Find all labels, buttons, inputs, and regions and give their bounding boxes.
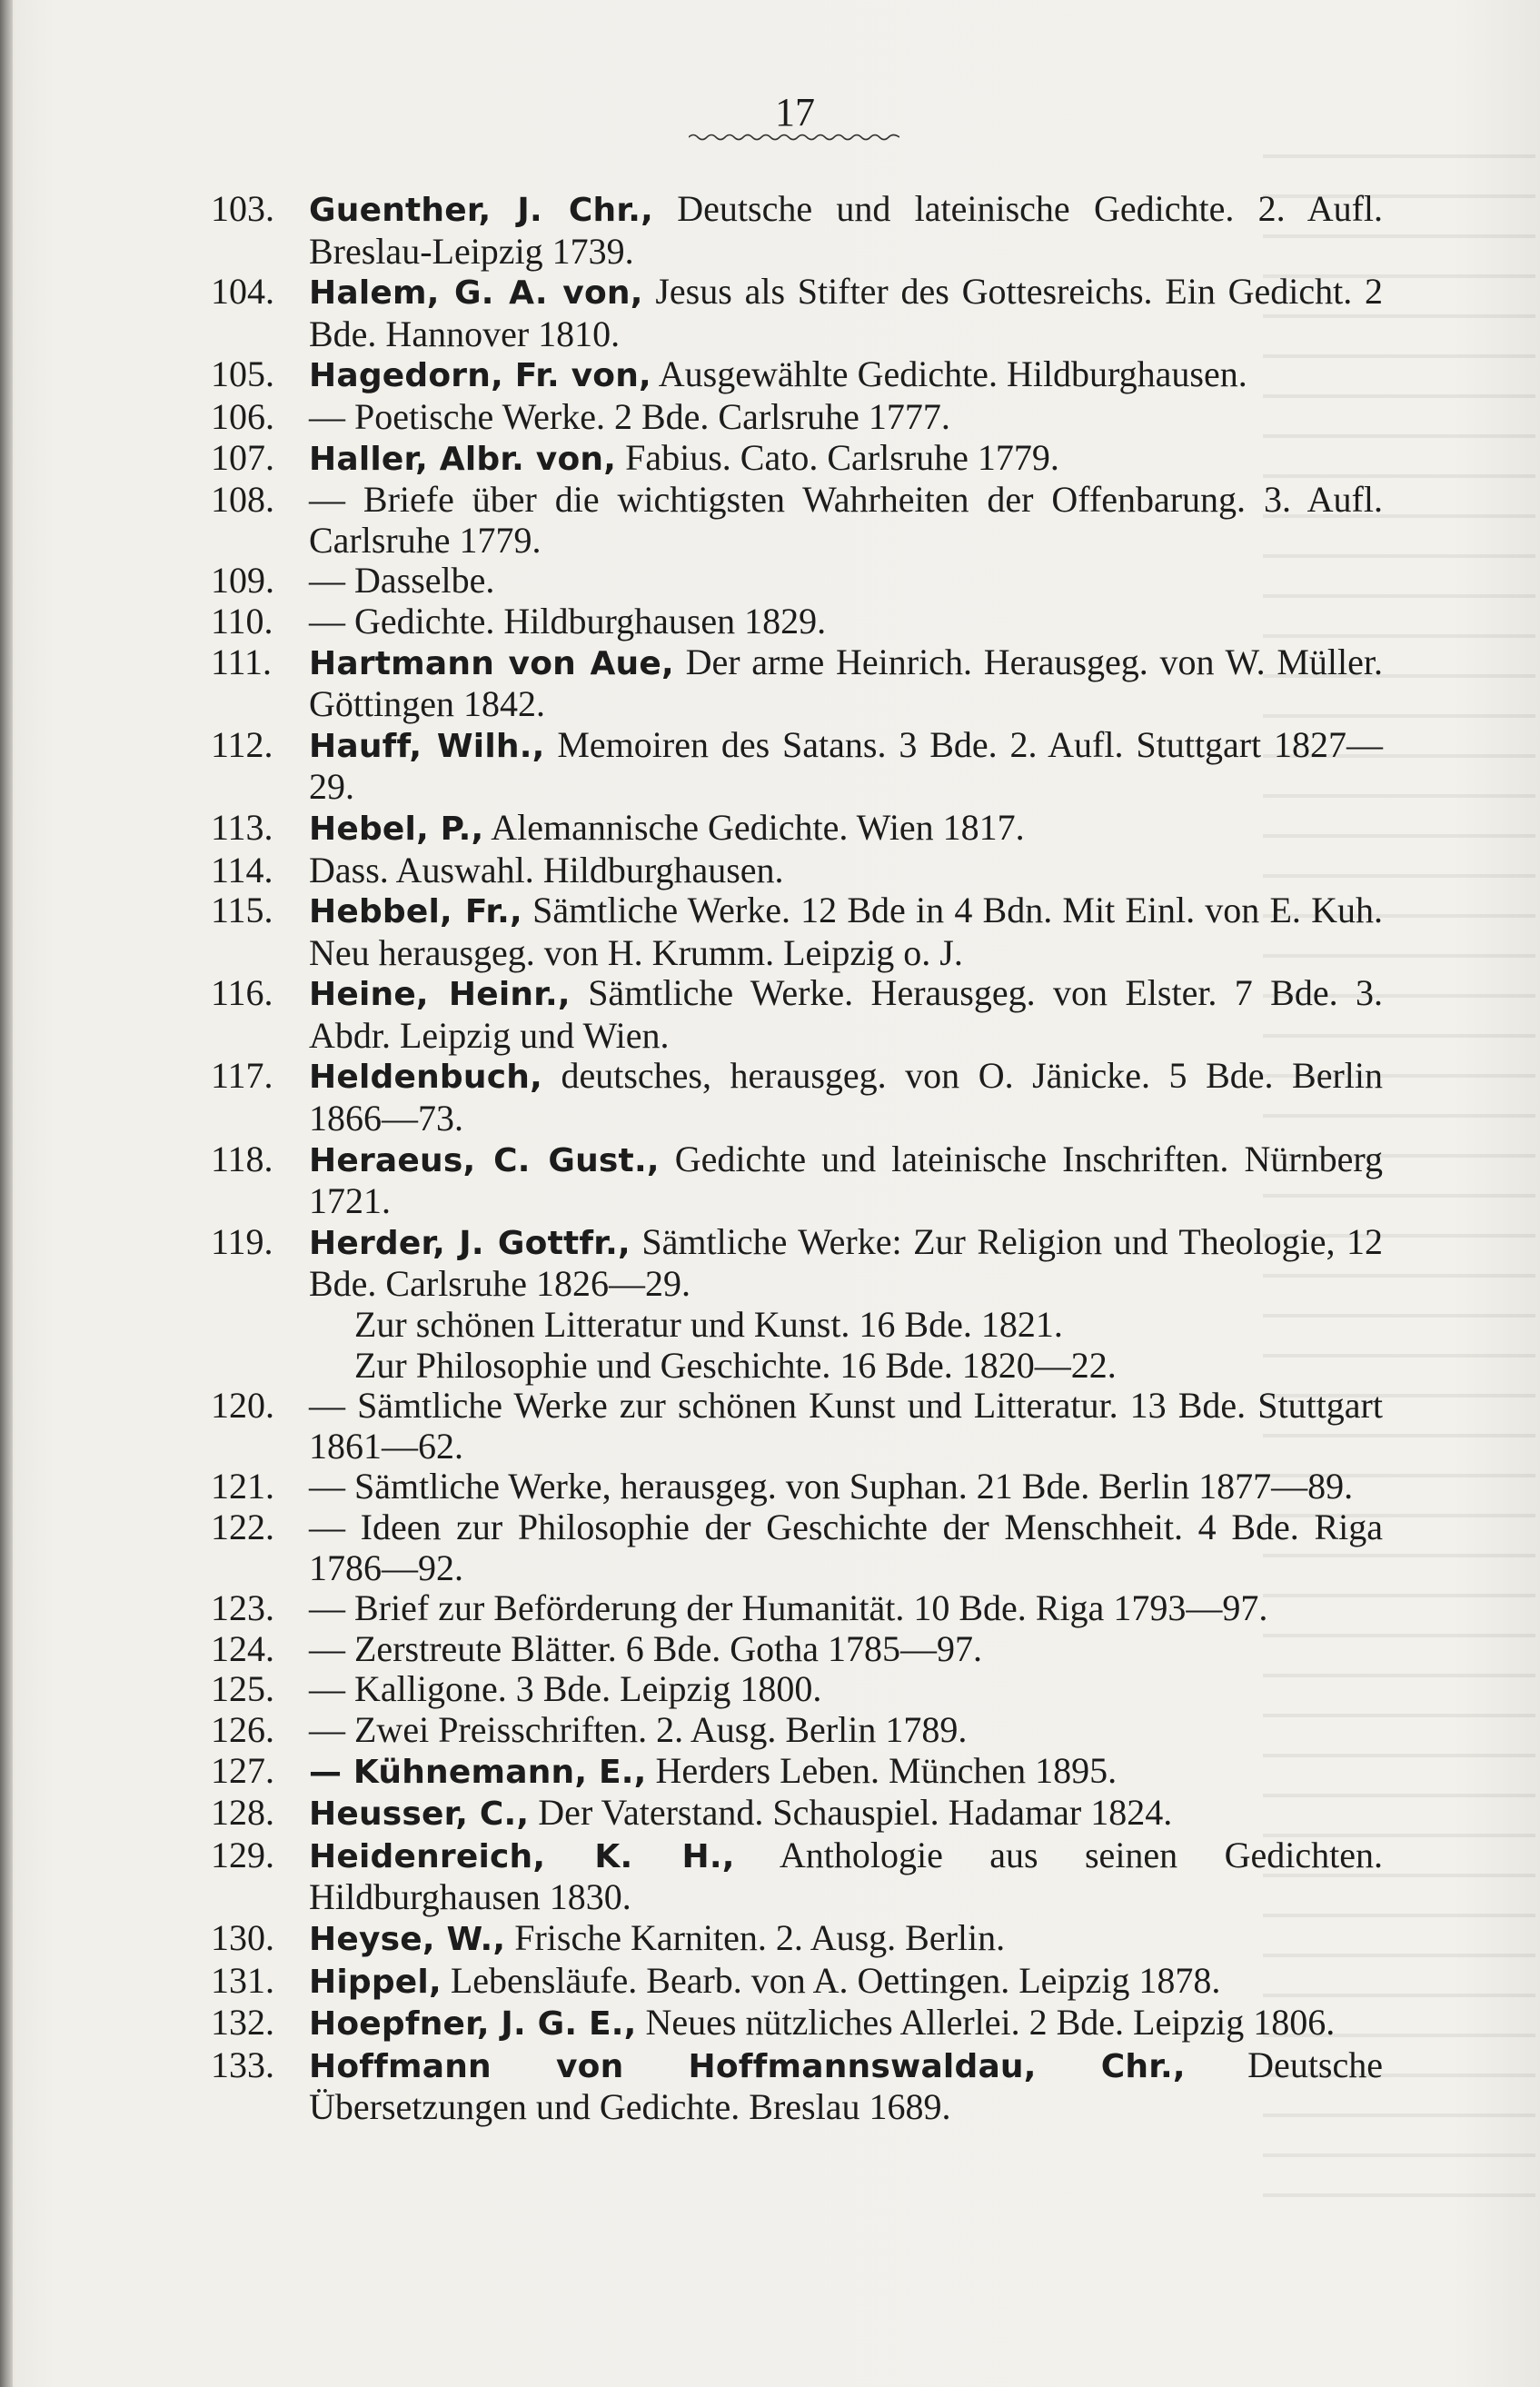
entry-number: 109. — [211, 560, 274, 602]
entry-title: Sämtliche Werke. Herausgeg. von Elster. 7 Bde. 3. Abdr. Leipzig und Wien. — [309, 972, 1383, 1056]
entry-text — [309, 1918, 1383, 1961]
entry-title: — Ideen zur Philosophie der Geschichte der Menschheit. 4 Bde. Riga 1786—92. — [309, 1507, 1383, 1588]
catalog-entry — [211, 1507, 1383, 1588]
entry-title: Fabius. Cato. Carlsruhe 1779. — [625, 436, 1059, 478]
entry-title: Anthologie aus seinen Gedichten. Hildburghausen 1830. — [309, 1834, 1383, 1918]
entry-text — [309, 1386, 1383, 1467]
entry-number: 103. — [211, 188, 274, 229]
catalog-entry — [211, 2003, 1383, 2045]
catalog-entry — [211, 480, 1383, 561]
entry-author: Halem, G. A. von, — [309, 274, 643, 313]
entry-number: 126. — [211, 1708, 274, 1750]
catalog-entry — [211, 642, 1383, 725]
entry-number: 106. — [211, 395, 274, 437]
entry-author: Hippel, — [309, 1963, 442, 2001]
entry-title: — Sämtliche Werke zur schönen Kunst und Litteratur. 13 Bde. Stuttgart 1861—62. — [309, 1385, 1383, 1467]
entry-text — [309, 1629, 1383, 1670]
entry-number: 105. — [211, 353, 274, 395]
entry-number: 122. — [211, 1507, 274, 1547]
entry-title: — Sämtliche Werke, herausgeg. von Suphan. 21 Bde. Berlin 1877—89. — [309, 1466, 1354, 1507]
entry-number: 119. — [211, 1220, 273, 1262]
entry-text — [309, 480, 1383, 561]
entry-title: Alemannische Gedichte. Wien 1817. — [491, 806, 1025, 848]
entry-title: Der arme Heinrich. Herausgeg. von W. Müller. Göttingen 1842. — [309, 641, 1384, 725]
entry-sub-line: Zur Philosophie und Geschichte. 16 Bde. 1820—22. — [354, 1344, 1117, 1386]
entry-title: deutsches, herausgeg. von O. Jänicke. 5 Bde. Berlin 1866—73. — [309, 1055, 1384, 1139]
entry-title: Dass. Auswahl. Hildburghausen. — [309, 849, 784, 890]
entry-author: Guenther, J. Chr., — [309, 192, 653, 229]
catalog-entry — [211, 602, 1383, 642]
catalog-entry — [211, 725, 1383, 808]
entry-title: Ausgewählte Gedichte. Hildburghausen. — [658, 353, 1247, 395]
entry-title: — Gedichte. Hildburghausen 1829. — [309, 600, 827, 642]
catalog-entry — [211, 1961, 1383, 2004]
entry-text — [309, 890, 1383, 973]
entry-text — [309, 642, 1383, 725]
catalog-entry — [211, 1056, 1383, 1139]
entry-author: Hebel, P., — [309, 810, 484, 848]
entry-author: — Kühnemann, E., — [309, 1753, 647, 1791]
catalog-entry — [211, 2045, 1383, 2128]
entry-text — [309, 725, 1383, 808]
entry-text — [309, 1222, 1383, 1386]
entry-title: — Poetische Werke. 2 Bde. Carlsruhe 1777. — [309, 395, 950, 437]
entry-title: Lebensläufe. Bearb. von A. Oettingen. Leipzig 1878. — [450, 1959, 1221, 2001]
entry-author: Heldenbuch, — [309, 1059, 542, 1097]
entry-number: 133. — [211, 2044, 274, 2085]
entry-text — [309, 2045, 1383, 2128]
entry-number: 112. — [211, 723, 273, 765]
entry-number: 108. — [211, 479, 274, 521]
entry-title: Frische Karniten. 2. Ausg. Berlin. — [514, 1916, 1006, 1958]
entry-text — [309, 1139, 1383, 1222]
catalog-entry — [211, 1629, 1383, 1670]
entry-title: Deutsche und lateinische Gedichte. 2. Aufl. Breslau-Leipzig 1739. — [309, 188, 1384, 272]
catalog-entry — [211, 1588, 1383, 1629]
entry-title: Der Vaterstand. Schauspiel. Hadamar 1824. — [538, 1792, 1173, 1834]
catalog-entry — [211, 1751, 1383, 1794]
entry-title: — Briefe über die wichtigsten Wahrheiten der Offenbarung. 3. Aufl. Carlsruhe 1779. — [309, 479, 1383, 561]
entry-text — [309, 1669, 1383, 1710]
entry-number: 125. — [211, 1668, 274, 1710]
page-number: 17 — [775, 90, 815, 134]
entry-text — [309, 438, 1383, 481]
entry-title: — Kalligone. 3 Bde. Leipzig 1800. — [309, 1668, 822, 1710]
entry-text — [309, 1751, 1383, 1794]
entry-text — [309, 189, 1383, 272]
entry-text — [309, 1961, 1383, 2004]
catalog-entry — [211, 808, 1383, 850]
entry-number: 114. — [211, 849, 273, 890]
catalog-entry — [211, 354, 1383, 397]
entry-title: Gedichte und lateinische Inschriften. Nürnberg 1721. — [309, 1138, 1384, 1222]
entry-number: 111. — [211, 641, 273, 682]
entry-number: 123. — [211, 1587, 274, 1629]
entry-text — [309, 1467, 1383, 1507]
entry-number: 104. — [211, 271, 274, 313]
entry-number: 116. — [211, 972, 273, 1014]
catalog-entry — [211, 561, 1383, 602]
entry-number: 117. — [211, 1055, 273, 1097]
entry-author: Hartmann von Aue, — [309, 644, 674, 682]
entry-sub-line: Zur schönen Litteratur und Kunst. 16 Bde. 1821. — [354, 1304, 1063, 1346]
catalog-entry — [211, 850, 1383, 891]
catalog-entry — [211, 397, 1383, 438]
catalog-entry — [211, 1835, 1383, 1918]
entry-text — [309, 1507, 1383, 1588]
entry-text — [309, 354, 1383, 397]
entry-author: Hoepfner, J. G. E., — [309, 2005, 637, 2044]
catalog-entry — [211, 1139, 1383, 1222]
entry-number: 110. — [211, 600, 273, 642]
entry-author: Heidenreich, K. H., — [309, 1837, 735, 1875]
entry-number: 124. — [211, 1627, 274, 1669]
catalog-entry — [211, 1918, 1383, 1961]
entry-text — [309, 272, 1383, 354]
entry-author: Hebbel, Fr., — [309, 893, 522, 931]
catalog-entry — [211, 438, 1383, 481]
entry-author: Heyse, W., — [309, 1920, 506, 1958]
entry-author: Heine, Heinr., — [309, 976, 571, 1014]
entry-number: 118. — [211, 1138, 273, 1179]
ornament-rule — [689, 133, 899, 142]
entry-text — [309, 1588, 1383, 1629]
entry-number: 127. — [211, 1749, 274, 1791]
catalog-entry — [211, 1793, 1383, 1835]
entry-title: — Brief zur Beförderung der Humanität. 10 Bde. Riga 1793—97. — [309, 1587, 1268, 1629]
entry-text — [309, 1056, 1383, 1139]
entry-number: 115. — [211, 890, 273, 931]
entry-title: Herders Leben. München 1895. — [655, 1749, 1118, 1791]
catalog-entry — [211, 1222, 1383, 1386]
entry-author: Herder, J. Gottfr., — [309, 1224, 631, 1262]
entry-number: 132. — [211, 2002, 274, 2044]
entry-text — [309, 1710, 1383, 1751]
entry-author: Hauff, Wilh., — [309, 727, 545, 765]
entry-text — [309, 973, 1383, 1056]
entry-number: 121. — [211, 1466, 274, 1507]
entry-author: Hagedorn, Fr. von, — [309, 357, 651, 395]
catalog-entry — [211, 272, 1383, 354]
entry-title: — Dasselbe. — [309, 560, 495, 602]
entry-number: 128. — [211, 1792, 274, 1834]
entry-title: Jesus als Stifter des Gottesreichs. Ein Gedicht. 2 Bde. Hannover 1810. — [309, 271, 1383, 354]
entry-title: Memoiren des Satans. 3 Bde. 2. Aufl. Stuttgart 1827—29. — [309, 723, 1384, 808]
catalog-entry — [211, 189, 1383, 272]
entry-number: 130. — [211, 1916, 274, 1958]
catalog-entry — [211, 973, 1383, 1056]
entry-number: 131. — [211, 1959, 274, 2001]
entry-author: Heraeus, C. Gust., — [309, 1141, 660, 1179]
entry-title: — Zwei Preisschriften. 2. Ausg. Berlin 1789. — [309, 1708, 968, 1750]
entry-text — [309, 1793, 1383, 1835]
catalog-entry — [211, 1467, 1383, 1507]
entry-number: 113. — [211, 806, 273, 848]
catalog-entry — [211, 890, 1383, 973]
entry-author: Heusser, C., — [309, 1795, 530, 1834]
page-binding-edge — [0, 0, 13, 2387]
entry-title: Sämtliche Werke. 12 Bde in 4 Bdn. Mit Einl. von E. Kuh. Neu herausgeg. von H. Krumm. Leipzig o. J. — [309, 890, 1384, 973]
entry-title: Neues nützliches Allerlei. 2 Bde. Leipzig 1806. — [645, 2002, 1336, 2044]
catalog-entries — [211, 189, 1383, 2128]
entry-text — [309, 561, 1383, 602]
entry-number: 129. — [211, 1834, 274, 1875]
entry-title: Deutsche Übersetzungen und Gedichte. Breslau 1689. — [309, 2044, 1383, 2128]
entry-number: 120. — [211, 1385, 274, 1427]
entry-number: 107. — [211, 436, 274, 478]
entry-text — [309, 602, 1383, 642]
catalog-entry — [211, 1669, 1383, 1710]
entry-text — [309, 850, 1383, 891]
entry-text — [309, 2003, 1383, 2045]
catalog-entry — [211, 1710, 1383, 1751]
entry-author: Hoffmann von Hoffmannswaldau, Chr., — [309, 2047, 1186, 2085]
entry-author: Haller, Albr. von, — [309, 440, 617, 478]
entry-title: — Zerstreute Blätter. 6 Bde. Gotha 1785—97. — [309, 1627, 982, 1669]
entry-text — [309, 1835, 1383, 1918]
entry-text — [309, 808, 1383, 850]
entry-title: Sämtliche Werke: Zur Religion und Theologie, 12 Bde. Carlsruhe 1826—29. — [309, 1220, 1384, 1305]
catalog-entry — [211, 1386, 1383, 1467]
entry-text — [309, 397, 1383, 438]
